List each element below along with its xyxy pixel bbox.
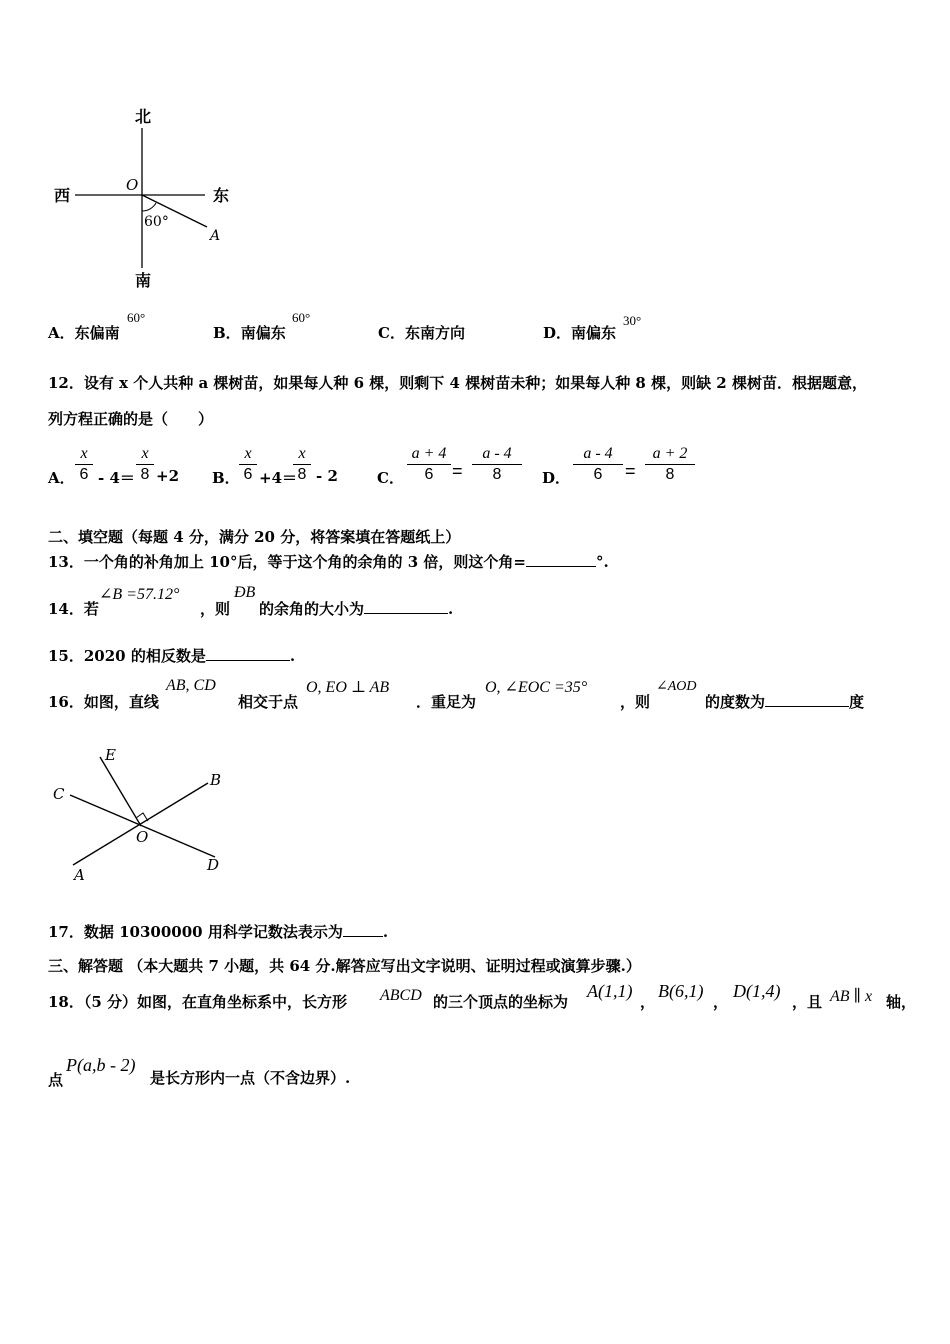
q12-c-frac2: a - 4 8 [472,444,522,485]
q18-t2: ，且 [792,993,823,1011]
q12-option-c-key[interactable]: C． [377,469,404,487]
point-a-label: A [210,228,221,244]
q11-option-c[interactable]: C．东南方向 [378,324,465,342]
q12-b-tail: - 2 [316,467,338,485]
q12-b-frac2: x 8 [293,444,311,485]
q11-option-b[interactable]: B．南偏东 [213,324,286,342]
q12-option-b-key[interactable]: B． [212,469,240,487]
q13-answer-blank[interactable] [526,552,596,567]
q18-t3: 轴， [886,993,917,1011]
label-d: D [207,856,220,874]
q18-line2-pre: 点 [48,1071,64,1089]
label-c: C [53,785,65,803]
q18-t1: 的三个顶点的坐标为 [433,993,569,1011]
q14-pre: 14．若 [48,600,99,618]
west-label: 西 [54,186,71,205]
q12-line2: 列方程正确的是（ ） [48,410,214,428]
q16-math2: O, EO ⊥ AB [306,679,390,696]
q11-option-d-angle: 30° [623,313,642,328]
q12-option-a-key[interactable]: A． [48,469,75,487]
label-b: B [210,771,222,789]
q16-math3: O, ∠EOC =35° [485,679,588,696]
q17-answer-blank[interactable] [343,922,383,937]
q16-math1: AB, CD [166,677,216,694]
q14-post: 的余角的大小为 . [259,600,454,618]
q16-answer-blank[interactable] [765,692,849,707]
q18-sep2: ， [713,993,729,1011]
q12-option-d-key[interactable]: D． [542,469,571,487]
q14-mid: ，则 [200,600,231,618]
q18-pre: 18．（5 分）如图，在直角坐标系中，长方形 [48,993,348,1011]
lines-figure [45,740,245,890]
ray-oe [100,757,141,826]
label-o: O [136,828,149,846]
q16-t3: ，则 [620,693,651,711]
q18-sep1: ， [640,993,656,1011]
q16-post: 的度数为 度 [705,693,865,711]
q12-line1: 12．设有 x 个人共种 a 棵树苗，如果每人种 6 棵，则剩下 4 棵树苗未种；如果每人种 8 棵，则缺 2 棵树苗．根据题意， [48,374,867,392]
section3-heading: 三、解答题 （本大题共 7 小题，共 64 分.解答应写出文字说明、证明过程或演算步骤.） [48,957,641,975]
q14-math-b: ÐB [234,584,256,601]
q12-d-frac1: a - 4 6 [573,444,623,485]
q12-d-eq: = [625,461,636,481]
q18-math-a: A(1,1) [587,981,633,1001]
q15-answer-blank[interactable] [206,646,290,661]
q12-c-eq: = [452,461,463,481]
q12-b-mid: +4＝ [259,469,298,487]
q18-math-d: D(1,4) [733,981,781,1001]
q11-option-a-angle: 60° [127,310,146,325]
q16-math4: ∠AOD [656,679,697,694]
q14-answer-blank[interactable] [364,599,448,614]
q11-option-d[interactable]: D．南偏东 [543,324,617,342]
label-a: A [74,866,85,884]
q12-a-tail: +2 [156,467,180,485]
q13: 13．一个角的补角加上 10°后，等于这个角的余角的 3 倍，则这个角= °. [48,553,609,571]
label-e: E [105,746,116,764]
section2-heading: 二、填空题（每题 4 分，满分 20 分，将答案填在答题纸上） [48,528,461,546]
q12-d-frac2: a + 2 8 [645,444,695,485]
south-label: 南 [135,271,152,290]
q18-math-ab-parallel: AB ∥ x [830,988,873,1005]
q12-b-frac1: x 6 [239,444,257,485]
q17: 17．数据 10300000 用科学记数法表示为 . [48,923,389,941]
q18-math-b: B(6,1) [658,981,704,1001]
q16-t2: ．重足为 [416,693,477,711]
line-cd [70,795,215,857]
q16-pre: 16．如图，直线 [48,693,159,711]
q18-math-abcd: ABCD [380,987,422,1004]
east-label: 东 [213,186,230,205]
q18-line2-post: 是长方形内一点（不含边界）. [150,1069,351,1087]
q16-t1: 相交于点 [238,693,299,711]
origin-label: O [126,176,139,194]
q11-option-b-angle: 60° [292,310,311,325]
q12-c-frac1: a + 4 6 [407,444,451,485]
compass-figure [45,100,245,295]
north-label: 北 [135,107,152,126]
q15: 15．2020 的相反数是 . [48,647,296,665]
q14-math-angle: ∠B =57.12° [99,586,180,603]
q12-a-frac2: x 8 [136,444,154,485]
q11-option-a[interactable]: A．东偏南 [48,324,120,342]
angle-label: 60° [144,214,169,230]
q12-a-frac1: x 6 [75,444,93,485]
q18-math-p: P(a,b - 2) [66,1055,136,1075]
q12-a-mid: - 4＝ [98,469,135,487]
